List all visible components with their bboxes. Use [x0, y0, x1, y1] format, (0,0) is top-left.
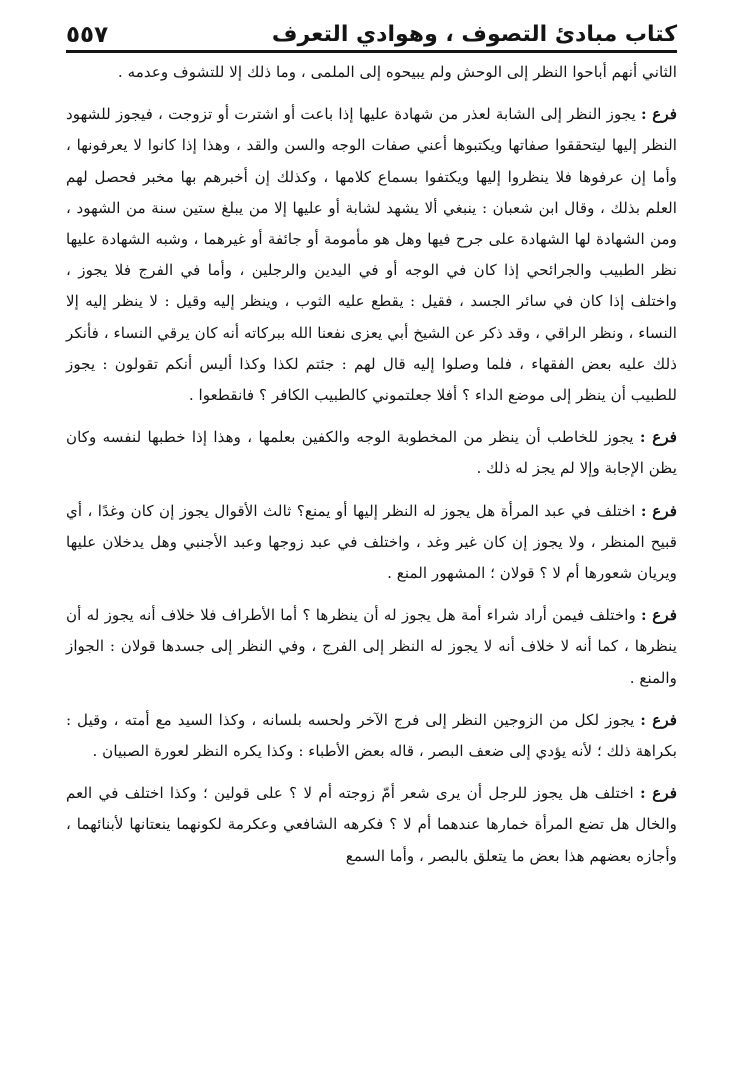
paragraph-lead: فرع : — [640, 710, 677, 729]
paragraph-lead: فرع : — [639, 428, 677, 447]
paragraph-text: يجوز للخاطب أن ينظر من المخطوبة الوجه والكفين بعلمها ، وهذا إذا خطبها لنفسه وكان يظن الإجابة وإلا لم يجز له ذلك . — [66, 428, 677, 478]
paragraph — [66, 99, 677, 411]
paragraph-text: يجوز النظر إلى الشابة لعذر من شهادة عليها إذا باعت أو اشترت أو تزوجت ، فيجوز للشهود النظر إليها ليتحققوا صفاتها ويكتبوها أعني صفات الوجه والسن والقد ، وهذا إذا كانوا لا يعرفونها ، وأما إن عرفوها فلا ينظروا إليها ويكتفوا بسماع كلامها ، وكذلك إن أخبرهم بها مخبر فحصل لهم العلم بذلك ، وقال ابن شعبان : ينبغي ألا يشهد لشابة أو عليها إلا من يبلغ ستين سنة من الشهود ، ومن الشهادة لها الشهادة على جرح فيها وهل هو مأمومة أو جائفة أو غيرهما ، وشبه الشهادة عليها نظر الطبيب والجرائحي إذا كان في الوجه أو في اليدين والرجلين ، وأما في الفرج فلا يجوز ، واختلف إذا كان في سائر الجسد ، فقيل : يقطع عليه الثوب ، وينظر إليه وقيل : لا ينظر إليه إلا النساء ، ونظر الراقي ، وقد ذكر عن الشيخ أبي يعزى نفعنا الله ببركاته أنه كان يرقي النساء ، فأنكر ذلك عليه بعض الفقهاء ، فلما وصلوا إليه قال لهم : جئتم لكذا وكذا أليس أنكم تقولون : يجوز للطبيب أن ينظر إلى موضع الداء ؟ أفلا جعلتموني كالطبيب الكافر ؟ فانقطعوا . — [66, 105, 677, 405]
page-body — [66, 57, 677, 872]
paragraph-text: اختلف في عبد المرأة هل يجوز له النظر إليها أو يمنع؟ ثالث الأقوال يجوز إن كان وغدًا ، أي قبيح المنظر ، ولا يجوز إن كان غير وغد ، واختلف في عبد زوجها وعبد الأجنبي وهل يدخلان عليها ويريان شعورها أم لا ؟ قولان ؛ المشهور المنع . — [66, 501, 677, 583]
paragraph-text: يجوز لكل من الزوجين النظر إلى فرج الآخر ولحسه بلسانه ، وكذا السيد مع أمته ، وقيل : بكراهة ذلك ؛ لأنه يؤدي إلى ضعف البصر ، قاله بعض الأطباء : وكذا يكره النظر لعورة الصبيان . — [66, 710, 677, 761]
paragraph-text: اختلف هل يجوز للرجل أن يرى شعر أمّ زوجته أم لا ؟ على قولين ؛ وكذا اختلف في العم والخال هل تضع المرأة خمارها عندهما أم لا ؟ فكرهه الشافعي وعكرمة لكونهما ينعتانها لأبنائهما ، وأجازه بعضهم هذا بعض ما يتعلق بالبصر ، وأما السمع — [66, 784, 677, 865]
paragraph-lead: فرع : — [641, 606, 677, 625]
page-header — [66, 14, 677, 53]
paragraph-text: الثاني أنهم أباحوا النظر إلى الوحش ولم يبيحوه إلى الملمى ، وما ذلك إلا للتشوف وعدمه . — [117, 63, 677, 81]
page-number: ٥٥٧ — [66, 22, 109, 48]
paragraph — [66, 422, 677, 484]
paragraph — [66, 57, 677, 88]
paragraph-lead: فرع : — [639, 784, 677, 803]
paragraph — [66, 778, 677, 872]
paragraph — [66, 705, 677, 767]
paragraph-text: واختلف فيمن أراد شراء أمة هل يجوز له أن ينظرها ؟ أما الأطراف فلا خلاف أنه يجوز له أن ينظرها ، كما أنه لا خلاف أنه لا يجوز له النظر إلى الفرج ، وفي النظر إلى جسدها قولان : الجواز والمنع . — [66, 606, 677, 687]
paragraph-lead: فرع : — [641, 105, 677, 124]
paragraph — [66, 600, 677, 694]
running-title: كتاب مبادئ التصوف ، وهوادي التعرف — [271, 22, 677, 47]
paragraph-lead: فرع : — [640, 501, 677, 520]
paragraph — [66, 496, 677, 590]
